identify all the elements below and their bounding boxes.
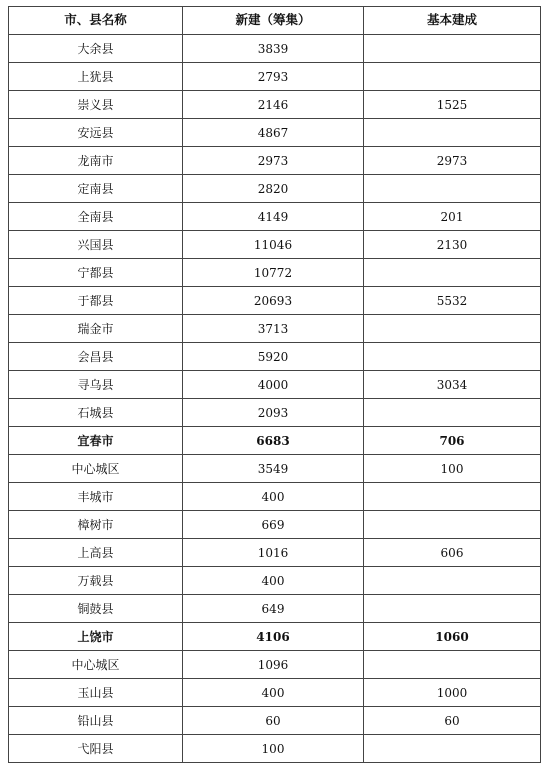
cell-name: 宜春市: [9, 427, 183, 455]
cell-name: 石城县: [9, 399, 183, 427]
table-row: [9, 399, 541, 427]
cell-new-raised: 2820: [183, 175, 364, 203]
table-row: [9, 539, 541, 567]
cell-new-raised: 6683: [183, 427, 364, 455]
table-row: [9, 287, 541, 315]
cell-new-raised: 2973: [183, 147, 364, 175]
cell-basically-completed: [364, 35, 541, 63]
table-row: [9, 567, 541, 595]
cell-basically-completed: 2130: [364, 231, 541, 259]
cell-new-raised: 3549: [183, 455, 364, 483]
cell-name: 大余县: [9, 35, 183, 63]
cell-name: 崇义县: [9, 91, 183, 119]
cell-new-raised: 400: [183, 483, 364, 511]
cell-basically-completed: 5532: [364, 287, 541, 315]
cell-new-raised: 400: [183, 567, 364, 595]
cell-basically-completed: 100: [364, 455, 541, 483]
cell-basically-completed: 1060: [364, 623, 541, 651]
cell-new-raised: 20693: [183, 287, 364, 315]
cell-name: 于都县: [9, 287, 183, 315]
cell-name: 丰城市: [9, 483, 183, 511]
document-page: [8, 6, 540, 763]
cell-basically-completed: 1525: [364, 91, 541, 119]
cell-basically-completed: [364, 735, 541, 763]
cell-name: 会昌县: [9, 343, 183, 371]
cell-basically-completed: [364, 595, 541, 623]
cell-basically-completed: 60: [364, 707, 541, 735]
cell-new-raised: 3713: [183, 315, 364, 343]
cell-name: 瑞金市: [9, 315, 183, 343]
cell-new-raised: 2093: [183, 399, 364, 427]
cell-name: 上犹县: [9, 63, 183, 91]
cell-new-raised: 1096: [183, 651, 364, 679]
table-row: [9, 119, 541, 147]
cell-new-raised: 400: [183, 679, 364, 707]
cell-basically-completed: [364, 483, 541, 511]
table-row: [9, 679, 541, 707]
cell-name: 寻乌县: [9, 371, 183, 399]
table-row: [9, 707, 541, 735]
cell-new-raised: 2146: [183, 91, 364, 119]
cell-basically-completed: [364, 119, 541, 147]
table-row: [9, 175, 541, 203]
cell-name: 龙南市: [9, 147, 183, 175]
cell-basically-completed: 3034: [364, 371, 541, 399]
cell-new-raised: 4149: [183, 203, 364, 231]
cell-basically-completed: 706: [364, 427, 541, 455]
cell-new-raised: 4867: [183, 119, 364, 147]
header-city-county: 市、县名称: [9, 7, 183, 35]
housing-table: [8, 6, 541, 763]
cell-name: 上饶市: [9, 623, 183, 651]
cell-new-raised: 3839: [183, 35, 364, 63]
cell-basically-completed: [364, 315, 541, 343]
table-row: [9, 35, 541, 63]
cell-name: 樟树市: [9, 511, 183, 539]
cell-new-raised: 4000: [183, 371, 364, 399]
cell-basically-completed: [364, 259, 541, 287]
cell-new-raised: 5920: [183, 343, 364, 371]
table-row: [9, 91, 541, 119]
table-row: [9, 455, 541, 483]
cell-basically-completed: 201: [364, 203, 541, 231]
cell-basically-completed: [364, 63, 541, 91]
cell-basically-completed: [364, 399, 541, 427]
table-body: [9, 35, 541, 763]
header-row: [9, 7, 541, 35]
cell-new-raised: 60: [183, 707, 364, 735]
cell-name: 上高县: [9, 539, 183, 567]
table-row: [9, 203, 541, 231]
header-basically-completed: 基本建成: [364, 7, 541, 35]
table-row: [9, 623, 541, 651]
cell-name: 中心城区: [9, 455, 183, 483]
cell-name: 定南县: [9, 175, 183, 203]
cell-new-raised: 2793: [183, 63, 364, 91]
table-row: [9, 147, 541, 175]
cell-new-raised: 669: [183, 511, 364, 539]
cell-new-raised: 649: [183, 595, 364, 623]
table-row: [9, 735, 541, 763]
header-new-raised: 新建（筹集）: [183, 7, 364, 35]
cell-new-raised: 11046: [183, 231, 364, 259]
table-row: [9, 371, 541, 399]
cell-name: 铜鼓县: [9, 595, 183, 623]
cell-new-raised: 4106: [183, 623, 364, 651]
cell-name: 中心城区: [9, 651, 183, 679]
cell-name: 安远县: [9, 119, 183, 147]
cell-basically-completed: [364, 651, 541, 679]
table-row: [9, 511, 541, 539]
table-header: [9, 7, 541, 35]
cell-name: 玉山县: [9, 679, 183, 707]
cell-basically-completed: 606: [364, 539, 541, 567]
cell-name: 宁都县: [9, 259, 183, 287]
cell-new-raised: 10772: [183, 259, 364, 287]
cell-new-raised: 1016: [183, 539, 364, 567]
table-row: [9, 315, 541, 343]
cell-name: 全南县: [9, 203, 183, 231]
table-row: [9, 343, 541, 371]
cell-basically-completed: [364, 175, 541, 203]
cell-name: 铅山县: [9, 707, 183, 735]
cell-name: 万载县: [9, 567, 183, 595]
table-row: [9, 483, 541, 511]
cell-name: 兴国县: [9, 231, 183, 259]
table-row: [9, 651, 541, 679]
cell-basically-completed: 2973: [364, 147, 541, 175]
table-row: [9, 595, 541, 623]
table-row: [9, 427, 541, 455]
cell-basically-completed: 1000: [364, 679, 541, 707]
cell-basically-completed: [364, 343, 541, 371]
cell-basically-completed: [364, 567, 541, 595]
table-row: [9, 231, 541, 259]
cell-name: 弋阳县: [9, 735, 183, 763]
cell-basically-completed: [364, 511, 541, 539]
table-row: [9, 259, 541, 287]
cell-new-raised: 100: [183, 735, 364, 763]
table-row: [9, 63, 541, 91]
